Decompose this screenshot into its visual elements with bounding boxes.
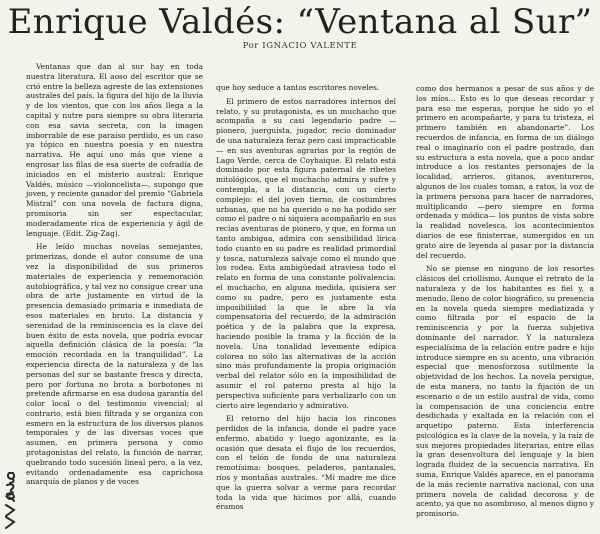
paragraph: que hoy seduce a tantos escritores noveles. <box>216 83 380 92</box>
article-byline: Por IGNACIO VALENTE <box>242 41 358 51</box>
paragraph: No se piense en ninguno de los resortes clásicos del criollismo. Aunque el retrato de la naturaleza y de los habitantes es fiel y, a menudo, lleno de color biográfico, su presencia en la novela queda siempre mediatizada y como filtrada por el espacio de la reminiscencia y por la fuerza subjetiva dominante del narrador. Y la naturaleza especialísima de la relación entre padre e hijo introduce siempre en su acento, una vibración especial que menosforzosa sutilmente la objetividad de los hechos. La novela persigue, de esta manera, no tanto la fijación de un escenario o de un estilo austral de vida, como la compensación de una conciencia entre desdichada y exaltada en la relación con el arquetipo paterno. Esta interferencia psicológica es la clave de la novela, y la raíz de sus mejores propiedades literarias, entre ellas la gran desenvoltura del lenguaje y la bien lograda fluidez de la secuencia narrativa. En suma, Enrique Valdés aparece, en el panorama de la más reciente narrativa nacional, con una primera novela de calidad decorosa y de acento, ya que no asombroso, al menos digno y promisorio. <box>416 264 594 519</box>
paragraph: Ventanas que dan al sur hay en toda nuestra literatura. El aoso del escritor que se crió entre la belleza agreste de las extensiones australes del país, la figura del hijo de la lluvia y de los vientos, que con los años llega a la capital y nutre para siempre su obra literaria con esa savia secreta, con la imagen imborrable de ese paraíso perdido, es un caso ya tópico en nuestra poesía y en nuestra narrativa. He aquí uno más que viene a engrosar las filas de esa suerte de cofradía de iniciados en el misterio austral: Enrique Valdés, músico —violoncelista—, supongo que joven, y reciente ganador del premio “Gabriela Mistral” con una novela de factura digna, promisoria sin ser espectacular, moderadamente rica de experiencia y ágil de lenguaje. (Edit. Zig-Zag). <box>26 62 203 238</box>
paragraph: como dos hermanos a pesar de sus años y de los míos... Esto es lo que deseas recordar y para eso me esperas, porque he sido yo el primero en acompañarte, y para tu tristeza, el primero también en abandonarte”. Los recuerdos de infancia, en forma de un diálogo real o imaginario con el padre postrado, dan su estructura a esta novela, que a poco andar introduce a los restantes personajes de la localidad, arrieros, gitanos, aventureros, algunos de los cuales toman, a ratos, la voz de la primera persona para hacer de narradores, multiplicando —pero siempre en forma ordenada y módica— los puntos de vista sobre la realidad novelesca, los acontecimientos diarios de ese finisterrae, sumergidos en un grato aire de leyenda al pasar por la distancia del recuerdo. <box>416 84 594 260</box>
handwritten-number-drawing <box>0 470 38 530</box>
article-column-1 <box>26 62 203 491</box>
article-column-3 <box>416 84 594 523</box>
article-column-2 <box>216 83 396 516</box>
paragraph: El retorno del hijo hacia los rincones perdidos de la infancia, donde el padre yace enfermo, abatido y luego agonizante, es la ocasión que desata el flujo de los recuerdos, con el telón de fondo de una naturaleza remotísima: bosques, peladeros, pantanales, ríos y montañas australes. “Mi madre me dice que la guerra solvar a verme para recordar toda la vida que hicimos por allá, cuando éramos <box>216 414 396 512</box>
paragraph: El primero de estos narradores internos del relato, y su protagonista, es un muchacho que acompaña a su casi legendario padre —pionero, juerguista, jugador, recio dominador de una naturaleza feraz pero casi impracticable— en sus aventuras agrarias por la región de Lago Verde, cerca de Coyhaique. El relato está dominado por esta figura paternal de ribetes mitológicos, que el muchacho admira y sufre y contempla, a la distancia, con un cierto complejo: el del joven tierno, de costumbres urbanas, que no ha querido o no ha podido ser como el padre o ni siquiera acompañarlo en sus recias aventuras de pionero, y que, en forma un tanto ambigua, admira con sensibilidad lírica todo cuanto en su padre es realidad primordial y tosca, naturaleza salvaje como el mundo que los rodea. Esta ambigüedad atraviesa todo el relato en forma de una constante polivalencia: el muchacho, en alguna medida, quisiera ser como su padre, pero es justamente esta imposibilidad la que le abre la vía compensatoria del recuerdo, de la admiración poética y de la palabra que la expresa, haciendo posible la trama y la ficción de la novela. Una tonalidad levemente edípica colorea no sólo las alternativas de la acción sino más profundamente la propia originación verbal del relator sólo en la imposibilidad de asumir el rol paterno presta al hijo la perspectiva suficiente para verbalizarlo con un cierto aire legendario y admirativo. <box>216 96 396 410</box>
paragraph: He leído muchas novelas semejantes, primerizas, donde el autor consume de una vez la disponibilidad de sus primeros materiales de experiencia y rememoración autobiográfica, y tal vez no consigue crear una obra de arte justamente en virtud de la presencia demasiado primaria e inmediata de esos materiales en bruto. La distancia y serenidad de la reminiscencia es la clave del buen éxito de esta novela, que podría evocar aquella definición clásica de la poesía: “la emoción recordada en la tranquilidad”. La experiencia directa de la naturaleza y de las personas del sur se bastante fresca y directa, pero por fortuna no brota a borbotones ni pretende afirmarse en esa dudosa garantía del color local o del testimonio vivencial; al contrario, está bien filtrada y se organiza con esmero en la estructura de los diversos planos temporales y de las diversas voces que asumen, en primera persona y como protagonistas del relato, la función de narrar, quebrando todo sucesión lineal pero, a la vez, evitando ordenadamente esa caprichosa anarquía de planos y de voces <box>26 242 203 487</box>
handwritten-archive-number <box>0 470 38 530</box>
article-title: Enrique Valdés: “Ventana al Sur” <box>7 2 593 42</box>
